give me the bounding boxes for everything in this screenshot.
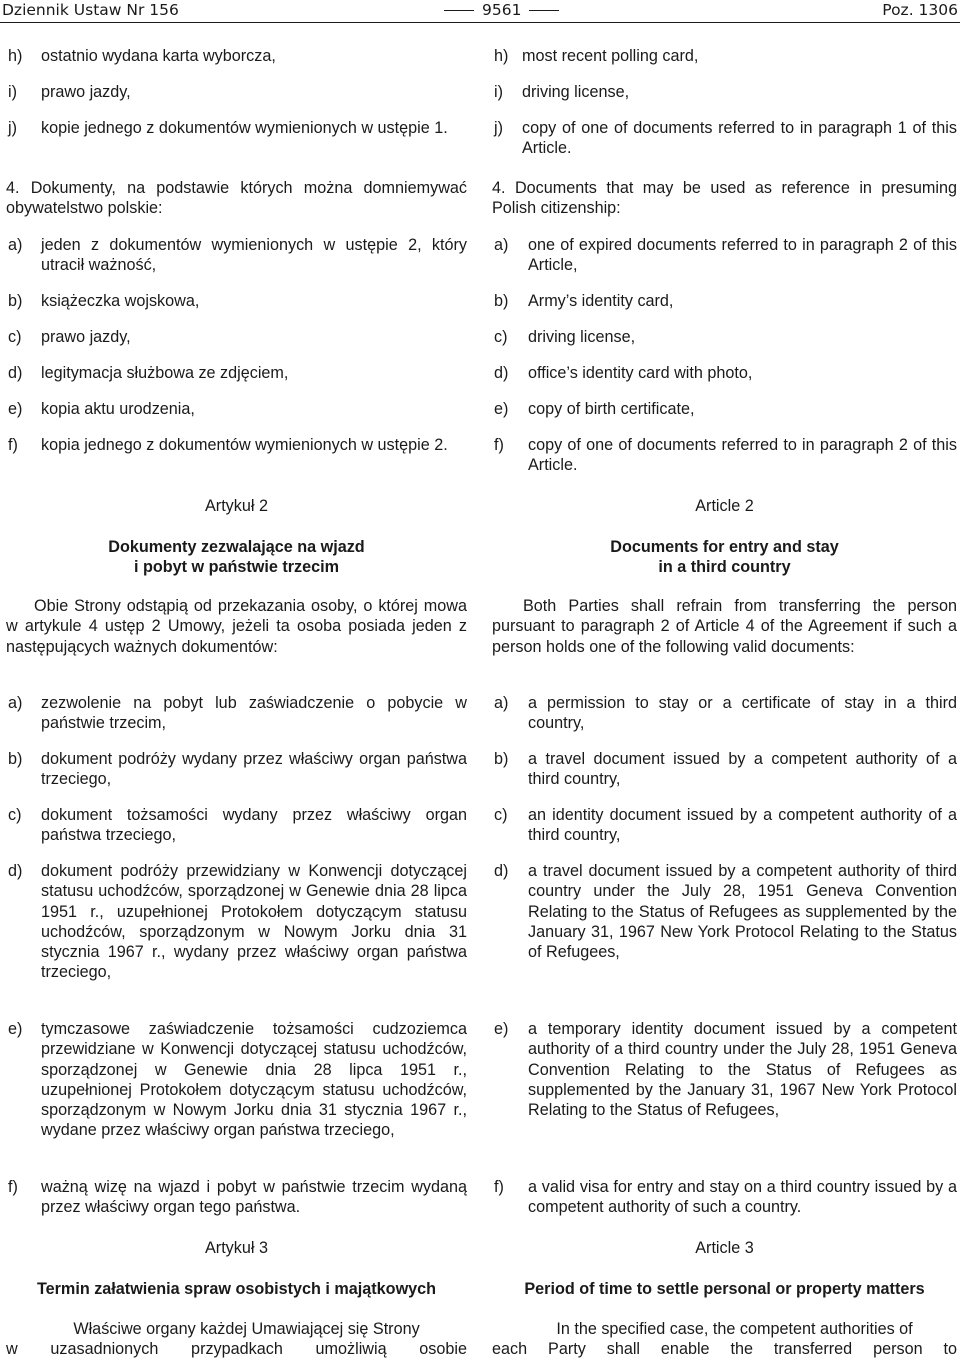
en-p4-item-f-text: copy of one of documents referred to in paragraph 2 of this Article.	[528, 436, 957, 475]
pl-art2-item-d-text: dokument podróży przewidziany w Konwencji dotyczącej statusu uchodźców, sporządzonej w Genewie dnia 28 lipca 1951 r., uzupełnionej Protokołem dotyczącym statusu uchodźców, sporządzonym w Nowym Jorku dnia 31 stycznia 1967 r., wydany przez właściwy organ państwa trzeciego,	[41, 862, 467, 982]
pl-art2-item-c-text: dokument tożsamości wydany przez właściwy organ państwa trzeciego,	[41, 806, 467, 845]
en-article-2-title-line1: Documents for entry and stay	[610, 538, 839, 556]
pl-p4-item-e-label: e)	[8, 400, 23, 418]
en-art2-item-e-label: e)	[494, 1020, 509, 1038]
pl-p4-item-c	[6, 327, 467, 347]
pl-p4-item-c-text: prawo jazdy,	[41, 328, 131, 346]
en-art2-item-e	[492, 1019, 957, 1120]
en-p4-item-b-text: Army’s identity card,	[528, 292, 674, 310]
pl-art2-item-a-text: zezwolenie na pobyt lub zaświadczenie o pobycie w państwie trzecim,	[41, 694, 467, 733]
pl-item-h	[6, 46, 467, 66]
page-header	[2, 0, 958, 20]
en-p4-item-d-text: office’s identity card with photo,	[528, 364, 753, 382]
en-paragraph-4: 4. Documents that may be used as reference in presuming Polish citizenship:	[492, 179, 957, 218]
page-number: 9561	[482, 1, 522, 19]
pl-art2-item-a-label: a)	[8, 694, 23, 712]
position-number: Poz. 1306	[882, 1, 958, 19]
pl-item-i-label: i)	[8, 83, 17, 101]
pl-p4-item-e	[6, 399, 467, 419]
en-item-j-label: j)	[494, 119, 503, 137]
en-art2-item-b	[492, 749, 957, 790]
en-article-3-title: Period of time to settle personal or property matters	[524, 1280, 925, 1298]
en-p4-item-a	[492, 235, 957, 276]
pl-item-i	[6, 82, 467, 102]
en-p4-item-c-label: c)	[494, 328, 508, 346]
en-p4-item-a-text: one of expired documents referred to in paragraph 2 of this Article,	[528, 236, 957, 275]
pl-p4-item-b-text: książeczka wojskowa,	[41, 292, 200, 310]
en-art2-item-a-text: a permission to stay or a certificate of stay in a third country,	[528, 694, 957, 733]
en-p4-item-f	[492, 435, 957, 476]
en-item-j	[492, 118, 957, 159]
en-item-h-text: most recent polling card,	[522, 47, 699, 65]
pl-article-2-title-line1: Dokumenty zezwalające na wjazd	[108, 538, 365, 556]
pl-p4-item-b	[6, 291, 467, 311]
en-art2-item-f	[492, 1177, 957, 1218]
en-art2-item-c	[492, 805, 957, 846]
pl-art2-item-e	[6, 1019, 467, 1141]
en-p4-item-f-label: f)	[494, 436, 504, 454]
en-p4-item-e-label: e)	[494, 400, 509, 418]
en-article-2-title-line2: in a third country	[658, 558, 791, 576]
pl-p4-item-d-label: d)	[8, 364, 23, 382]
pl-item-h-label: h)	[8, 47, 23, 65]
pl-p4-item-f	[6, 435, 467, 455]
en-p4-item-b	[492, 291, 957, 311]
pl-article-2-heading: Artykuł 2	[205, 497, 268, 515]
en-article-3-line2: each Party shall enable the transferred person to	[492, 1340, 957, 1358]
pl-p4-item-c-label: c)	[8, 328, 22, 346]
pl-p4-item-a	[6, 235, 467, 276]
pl-art2-item-f-label: f)	[8, 1178, 18, 1196]
en-art2-item-f-text: a valid visa for entry and stay on a third country issued by a competent authority of such a country.	[528, 1178, 957, 1217]
pl-article-3-heading: Artykuł 3	[205, 1239, 268, 1257]
pl-art2-item-b	[6, 749, 467, 790]
pl-article-3-title: Termin załatwienia spraw osobistych i majątkowych	[36, 1280, 437, 1298]
header-rule	[0, 22, 960, 23]
en-item-i-label: i)	[494, 83, 503, 101]
pl-art2-item-f-text: ważną wizę na wjazd i pobyt w państwie trzecim wydaną przez właściwy organ tego państwa.	[41, 1178, 467, 1217]
en-art2-item-a-label: a)	[494, 694, 509, 712]
en-art2-item-d-label: d)	[494, 862, 509, 880]
pl-art2-item-b-label: b)	[8, 750, 23, 768]
pl-item-j-label: j)	[8, 119, 17, 137]
pl-item-j	[6, 118, 467, 138]
pl-art2-item-b-text: dokument podróży wydany przez właściwy organ państwa trzeciego,	[41, 750, 467, 789]
pl-paragraph-4: 4. Dokumenty, na podstawie których można domniemywać obywatelstwo polskie:	[6, 179, 467, 218]
en-p4-item-d-label: d)	[494, 364, 509, 382]
pl-item-h-text: ostatnio wydana karta wyborcza,	[41, 47, 276, 65]
pl-item-j-text: kopie jednego z dokumentów wymienionych w ustępie 1.	[41, 119, 448, 137]
pl-art2-item-e-text: tymczasowe zaświadczenie tożsamości cudzoziemca przewidziane w Konwencji dotyczącej statusu uchodźców, sporządzonej w Genewie dnia 28 lipca 1951 r., uzupełnionej Protokołem dotyczącym statusu uchodźców, sporządzonym w Nowym Jorku dnia 31 stycznia 1967 r., wydane przez właściwy organ państwa trzeciego,	[41, 1020, 467, 1140]
en-art2-item-a	[492, 693, 957, 734]
pl-article-2-title-line2: i pobyt w państwie trzecim	[133, 558, 340, 576]
en-art2-item-b-label: b)	[494, 750, 509, 768]
en-item-h-label: h)	[494, 47, 509, 65]
pl-p4-item-a-text: jeden z dokumentów wymienionych w ustępie 2, który utracił ważność,	[41, 236, 467, 275]
dash-right	[529, 10, 559, 11]
en-item-h	[492, 46, 957, 66]
en-art2-item-d-text: a travel document issued by a competent authority of third country under the July 28, 1951 Geneva Convention Relating to the Status of Refugees as supplemented by the January 31, 1967 New York Protocol Relating to the Status of Refugees,	[528, 862, 957, 962]
en-article-2-heading: Article 2	[695, 497, 754, 515]
en-article-2-intro: Both Parties shall refrain from transferring the person pursuant to paragraph 2 of Article 4 of the Agreement if such a person holds one of the following valid documents:	[492, 597, 957, 656]
en-art2-item-e-text: a temporary identity document issued by a competent authority of a third country under the July 28, 1951 Geneva Convention Relating to the Status of Refugees as supplemented by the January 31, 1967 New York Protocol Relating to the Status of Refugees,	[528, 1020, 957, 1120]
pl-p4-item-a-label: a)	[8, 236, 23, 254]
en-p4-item-b-label: b)	[494, 292, 509, 310]
page-number-block	[436, 0, 567, 20]
en-p4-item-c-text: driving license,	[528, 328, 636, 346]
en-item-i	[492, 82, 957, 102]
en-p4-item-e-text: copy of birth certificate,	[528, 400, 695, 418]
en-art2-item-f-label: f)	[494, 1178, 504, 1196]
pl-article-3-line1: Właściwe organy każdej Umawiającej się Strony	[73, 1320, 420, 1338]
journal-title: Dziennik Ustaw Nr 156	[2, 1, 179, 19]
pl-item-i-text: prawo jazdy,	[41, 83, 131, 101]
en-p4-item-c	[492, 327, 957, 347]
pl-art2-item-d	[6, 861, 467, 983]
pl-art2-item-e-label: e)	[8, 1020, 23, 1038]
pl-art2-item-f	[6, 1177, 467, 1218]
en-art2-item-c-text: an identity document issued by a competent authority of a third country,	[528, 806, 957, 845]
en-p4-item-a-label: a)	[494, 236, 509, 254]
pl-p4-item-f-text: kopia jednego z dokumentów wymienionych w ustępie 2.	[41, 436, 448, 454]
pl-article-3-line2: w uzasadnionych przypadkach umożliwią osobie	[6, 1340, 467, 1358]
en-article-3-heading: Article 3	[695, 1239, 754, 1257]
pl-p4-item-b-label: b)	[8, 292, 23, 310]
en-art2-item-b-text: a travel document issued by a competent authority of a third country,	[528, 750, 957, 789]
en-article-3-line1: In the specified case, the competent authorities of	[556, 1320, 913, 1338]
en-art2-item-d	[492, 861, 957, 962]
pl-p4-item-d-text: legitymacja służbowa ze zdjęciem,	[41, 364, 289, 382]
pl-p4-item-d	[6, 363, 467, 383]
pl-art2-item-c	[6, 805, 467, 846]
pl-p4-item-f-label: f)	[8, 436, 18, 454]
en-p4-item-e	[492, 399, 957, 419]
en-item-j-text: copy of one of documents referred to in paragraph 1 of this Article.	[522, 119, 957, 158]
en-p4-item-d	[492, 363, 957, 383]
pl-art2-item-d-label: d)	[8, 862, 23, 880]
pl-art2-item-a	[6, 693, 467, 734]
dash-left	[444, 10, 474, 11]
pl-p4-item-e-text: kopia aktu urodzenia,	[41, 400, 195, 418]
en-item-i-text: driving license,	[522, 83, 630, 101]
en-art2-item-c-label: c)	[494, 806, 508, 824]
pl-art2-item-c-label: c)	[8, 806, 22, 824]
pl-article-2-intro: Obie Strony odstąpią od przekazania osoby, o której mowa w artykule 4 ustęp 2 Umowy, jeżeli ta osoba posiada jeden z następujących ważnych dokumentów:	[6, 597, 467, 656]
